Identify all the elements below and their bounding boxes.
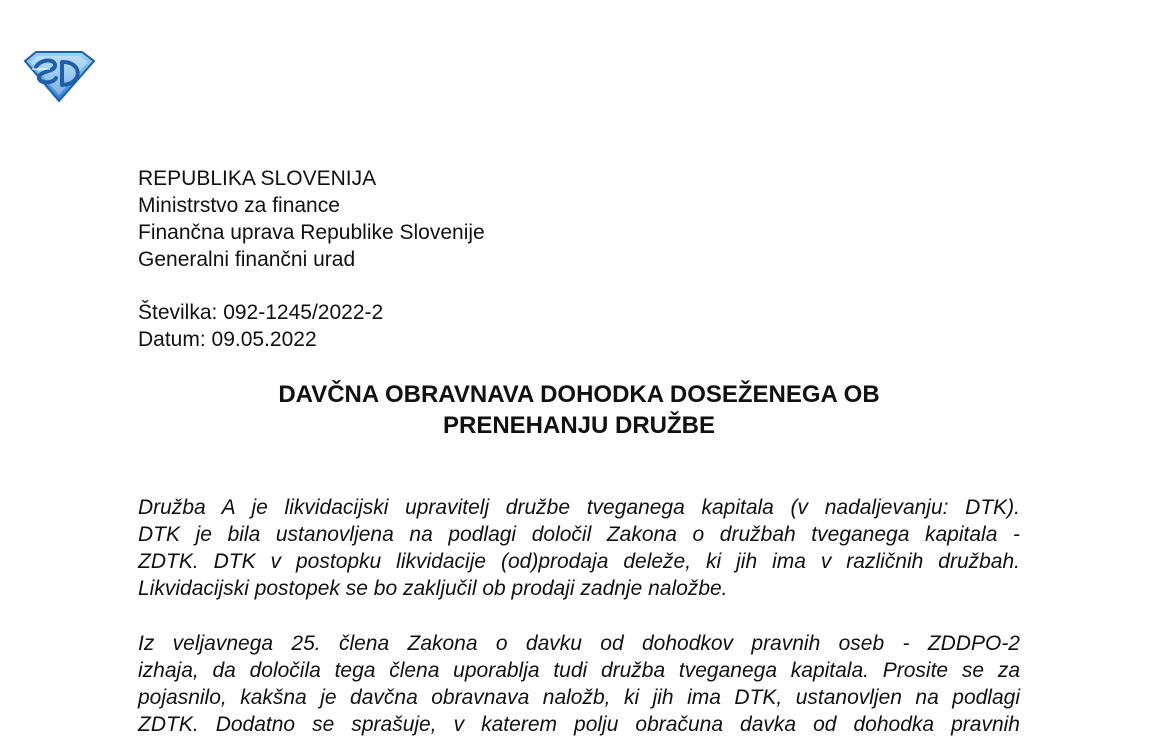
fu-logo (22, 49, 96, 103)
document-date: Datum: 09.05.2022 (138, 328, 317, 351)
paragraph-line: Likvidacijski postopek se bo zaključil ob prodaji zadnje naložbe. (138, 577, 728, 600)
institution-header (138, 165, 485, 273)
paragraph-line: Družba A je likvidacijski upravitelj družbe tveganega kapitala (v nadaljevanju: DTK). (138, 496, 1020, 519)
document-meta (138, 299, 383, 353)
paragraph-1 (138, 494, 1020, 602)
header-ministry: Ministrstvo za finance (138, 194, 340, 217)
paragraph-2 (138, 630, 1020, 738)
paragraph-line: Iz veljavnega 25. člena Zakona o davku od dohodkov pravnih oseb - ZDDPO-2 (138, 632, 1020, 655)
document-title (138, 379, 1020, 441)
title-line-2: PRENEHANJU DRUŽBE (442, 412, 716, 439)
paragraph-line: DTK je bila ustanovljena na podlagi določil Zakona o družbah tveganega kapitala - (138, 523, 1020, 546)
document-number: Številka: 092-1245/2022-2 (138, 301, 384, 324)
paragraph-line: ZDTK. DTK v postopku likvidacije (od)prodaja deleže, ki jih ima v različnih družbah. (138, 550, 1020, 573)
header-office: Generalni finančni urad (138, 248, 356, 271)
fu-logo-image (22, 49, 96, 103)
title-line-1: DAVČNA OBRAVNAVA DOHODKA DOSEŽENEGA OB (278, 381, 880, 408)
header-administration: Finančna uprava Republike Slovenije (138, 221, 485, 244)
paragraph-line: pojasnilo, kakšna je davčna obravnava naložb, ki jih ima DTK, ustanovljen na podlagi (138, 686, 1020, 709)
header-republic: REPUBLIKA SLOVENIJA (138, 167, 377, 190)
paragraph-line: ZDTK. Dodatno se sprašuje, v katerem polju obračuna davka od dohodka pravnih (138, 713, 1020, 736)
paragraph-line: izhaja, da določila tega člena uporablja tudi družba tveganega kapitala. Prosite se za (138, 659, 1020, 682)
